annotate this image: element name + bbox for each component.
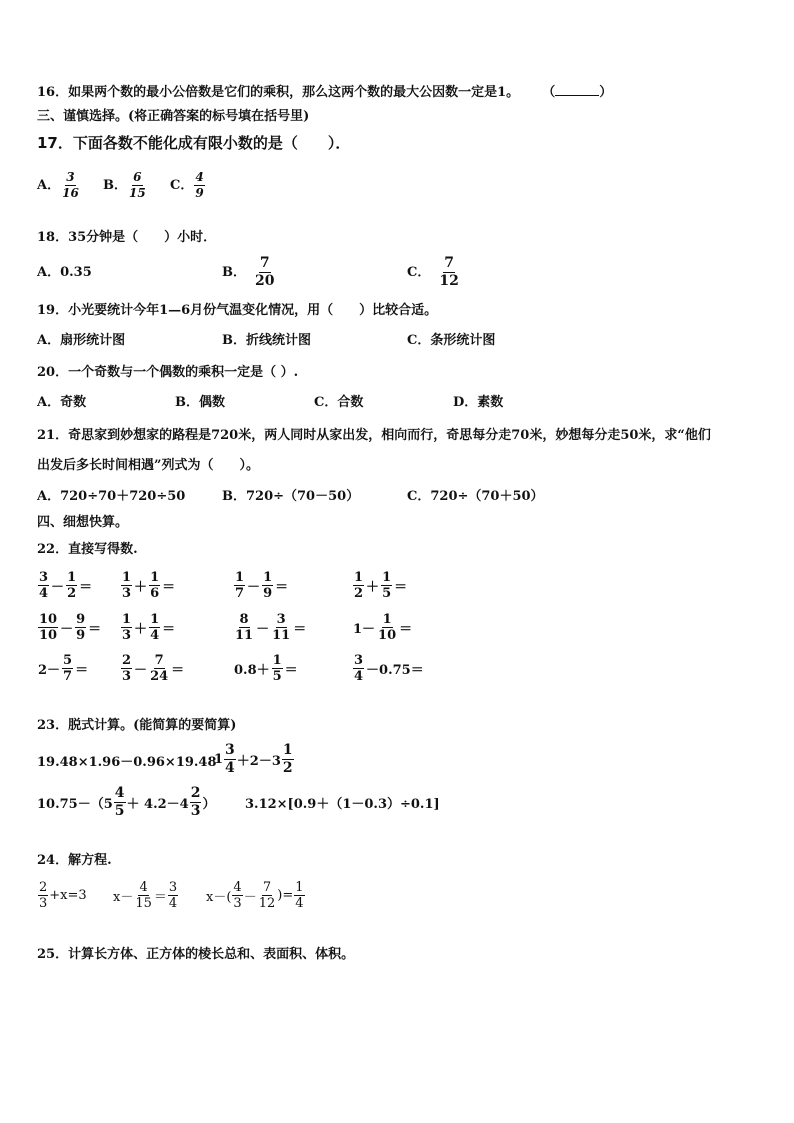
numerator: 1 xyxy=(295,880,304,895)
operator: －0.75＝ xyxy=(366,663,424,678)
question-17-text: 17．下面各数不能化成有限小数的是（ ）． xyxy=(37,134,351,152)
numerator: 3 xyxy=(225,742,235,758)
numerator: 1 xyxy=(282,742,293,758)
operator: ＝ xyxy=(171,663,185,678)
option-label: A． xyxy=(37,177,61,193)
mental-math-expression xyxy=(120,612,176,643)
section-3-heading: 三、谨慎选择。(将正确答案的标号填在括号里) xyxy=(37,109,310,124)
denominator: 4 xyxy=(225,760,235,776)
denominator: 10 xyxy=(39,628,58,643)
calc-expression-1: 19.48×1.96－0.96×19.48 xyxy=(37,755,217,770)
section-4-heading: 四、细想快算。 xyxy=(37,515,129,530)
operator: ＋ xyxy=(134,580,148,595)
question-17-option-c xyxy=(170,170,206,201)
question-25-text: 25．计算长方体、正方体的棱长总和、表面积、体积。 xyxy=(37,947,355,962)
numerator: 4 xyxy=(139,880,148,895)
question-20-option-d: D．素数 xyxy=(453,395,504,410)
question-21-option-c: C．720÷（70＋50） xyxy=(407,489,544,504)
fraction xyxy=(438,255,459,290)
denominator: 2 xyxy=(67,586,77,601)
operator: ＝ xyxy=(284,663,298,678)
question-23-text: 23．脱式计算。(能简算的要简算) xyxy=(37,718,237,733)
fraction xyxy=(194,170,204,201)
question-16 xyxy=(37,83,612,101)
operator: － xyxy=(256,622,270,637)
numerator: 3 xyxy=(276,612,286,627)
question-18-option-b xyxy=(222,255,276,290)
fraction xyxy=(38,612,58,643)
fraction xyxy=(258,880,277,911)
question-19-text: 19．小光要统计今年1—6月份气温变化情况，用（ ）比较合适。 xyxy=(37,303,438,318)
fraction xyxy=(38,570,49,601)
answer-paren-open: （ xyxy=(542,85,556,100)
equation-1 xyxy=(37,880,87,911)
equation-part: x－ xyxy=(113,890,134,905)
equation-3 xyxy=(206,880,306,911)
operator: － xyxy=(134,663,148,678)
numerator: 1 xyxy=(382,570,392,585)
equation-part: x－( xyxy=(206,890,232,905)
fraction xyxy=(149,570,160,601)
numerator: 5 xyxy=(63,653,73,668)
question-20-option-c: C．合数 xyxy=(314,395,364,410)
numerator: 2 xyxy=(190,785,201,801)
question-20-text: 20．一个奇数与一个偶数的乘积一定是（ ）. xyxy=(37,365,299,380)
question-18-option-c xyxy=(407,255,461,290)
denominator: 2 xyxy=(282,760,293,776)
denominator: 4 xyxy=(39,586,49,601)
mental-math-expression xyxy=(37,570,93,601)
option-label: C． xyxy=(170,177,194,193)
denominator: 3 xyxy=(233,896,242,911)
numerator: 1 xyxy=(272,653,282,668)
denominator: 5 xyxy=(382,586,392,601)
fraction xyxy=(75,612,86,643)
equals-sign: ＝ xyxy=(153,890,167,905)
fraction xyxy=(121,612,132,643)
fraction xyxy=(190,785,202,820)
fraction xyxy=(271,612,291,643)
operator: 0.8＋ xyxy=(234,663,270,678)
numerator: 4 xyxy=(114,785,125,801)
denominator: 5 xyxy=(114,803,125,819)
denominator: 12 xyxy=(439,273,459,289)
denominator: 3 xyxy=(39,896,48,911)
numerator: 1 xyxy=(382,612,392,627)
fraction xyxy=(134,880,153,911)
denominator: 11 xyxy=(235,628,254,643)
question-24-text: 24．解方程. xyxy=(37,853,112,868)
operator: － xyxy=(51,580,65,595)
numerator: 3 xyxy=(354,653,364,668)
denominator: 15 xyxy=(135,896,152,911)
fraction xyxy=(38,880,48,911)
mental-math-expression xyxy=(352,612,413,643)
mental-math-expression xyxy=(233,570,289,601)
option-label: C． xyxy=(407,264,431,280)
denominator: 2 xyxy=(354,586,364,601)
denominator: 4 xyxy=(150,628,160,643)
calc-expression-2 xyxy=(214,742,295,777)
equation-part: )= xyxy=(277,888,294,903)
fraction xyxy=(294,880,304,911)
operator: ＋2－3 xyxy=(236,754,281,769)
fraction xyxy=(149,612,160,643)
fraction xyxy=(66,570,77,601)
operator: ＝ xyxy=(275,580,289,595)
numerator: 7 xyxy=(262,880,272,895)
question-19-option-a: A．扇形统计图 xyxy=(37,333,126,348)
mental-math-expression xyxy=(120,653,185,684)
operator: ＝ xyxy=(79,580,93,595)
denominator: 9 xyxy=(263,586,273,601)
denominator: 11 xyxy=(272,628,291,643)
question-17-option-a xyxy=(37,170,81,201)
operator: ＝ xyxy=(394,580,408,595)
fraction xyxy=(377,612,397,643)
whole-part: 1 xyxy=(214,752,224,767)
fraction xyxy=(254,255,275,290)
operator: － xyxy=(243,890,257,905)
equation-part: +x=3 xyxy=(49,888,87,903)
operator: ＋ xyxy=(134,622,148,637)
denominator: 3 xyxy=(122,628,132,643)
numerator: 1 xyxy=(150,570,160,585)
question-21-line-1: 21．奇思家到妙想家的路程是720米，两人同时从家出发，相向而行，奇思每分走70米，妙想每分走50米，求“他们 xyxy=(37,428,711,443)
mental-math-expression xyxy=(352,570,408,601)
question-22-text: 22．直接写得数. xyxy=(37,542,138,557)
denominator: 7 xyxy=(235,586,245,601)
denominator: 5 xyxy=(272,669,282,684)
expression-part: ） xyxy=(202,797,216,812)
denominator: 3 xyxy=(122,669,132,684)
denominator: 3 xyxy=(122,586,132,601)
fraction xyxy=(232,880,242,911)
fraction xyxy=(282,742,294,777)
question-17-option-b xyxy=(103,170,148,201)
expression-part: ＋ 4.2－4 xyxy=(126,797,189,812)
fraction xyxy=(61,170,80,201)
fraction xyxy=(353,653,364,684)
numerator: 4 xyxy=(233,880,242,895)
mental-math-expression xyxy=(233,612,307,643)
numerator: 3 xyxy=(39,570,49,585)
denominator: 20 xyxy=(255,273,275,289)
mental-math-expression xyxy=(352,653,425,684)
numerator: 7 xyxy=(444,255,454,271)
operator: ＋ xyxy=(366,580,380,595)
numerator: 3 xyxy=(66,170,75,184)
denominator: 4 xyxy=(295,896,304,911)
denominator: 12 xyxy=(258,896,276,911)
option-label: B． xyxy=(103,177,127,193)
numerator: 7 xyxy=(259,255,270,271)
denominator: 10 xyxy=(378,628,397,643)
fraction xyxy=(272,653,283,684)
fraction xyxy=(234,570,245,601)
numerator: 1 xyxy=(122,612,132,627)
numerator: 1 xyxy=(354,570,364,585)
operator: ＝ xyxy=(399,622,413,637)
numerator: 4 xyxy=(195,170,204,184)
operator: ＝ xyxy=(162,580,176,595)
numerator: 1 xyxy=(67,570,77,585)
question-21-line-2: 出发后多长时间相遇”列式为（ ）。 xyxy=(37,458,259,473)
denominator: 24 xyxy=(150,669,169,684)
option-label: B． xyxy=(222,264,246,280)
denominator: 7 xyxy=(63,669,73,684)
operator: － xyxy=(60,622,74,637)
fraction xyxy=(224,742,236,777)
numerator: 3 xyxy=(168,880,178,895)
question-21-option-a: A．720÷70＋720÷50 xyxy=(37,489,186,504)
question-16-text: 16．如果两个数的最小公倍数是它们的乘积，那么这两个数的最大公因数一定是1。 xyxy=(37,85,520,100)
calc-expression-4: 3.12×[0.9＋（1－0.3）÷0.1] xyxy=(245,797,440,812)
numerator: 6 xyxy=(133,170,142,184)
denominator: 15 xyxy=(129,186,146,200)
operator: ＝ xyxy=(88,622,102,637)
numerator: 10 xyxy=(39,612,58,627)
mental-math-expression xyxy=(120,570,176,601)
numerator: 2 xyxy=(122,653,132,668)
fraction xyxy=(168,880,178,911)
numerator: 1 xyxy=(122,570,132,585)
denominator: 3 xyxy=(190,803,201,819)
fraction xyxy=(353,570,364,601)
fraction xyxy=(121,570,132,601)
mental-math-expression xyxy=(233,653,299,684)
denominator: 9 xyxy=(195,186,204,200)
operator: ＝ xyxy=(293,622,307,637)
operator: － xyxy=(247,580,261,595)
numerator: 1 xyxy=(150,612,160,627)
fraction xyxy=(62,653,73,684)
operator: 2－ xyxy=(38,663,61,678)
operator: 1－ xyxy=(353,622,376,637)
denominator: 16 xyxy=(62,186,79,200)
mental-math-expression xyxy=(37,653,89,684)
question-18-text: 18．35分钟是（ ）小时． xyxy=(37,230,217,245)
fraction xyxy=(114,785,126,820)
expression-part: 10.75－（5 xyxy=(37,797,113,812)
calc-expression-3 xyxy=(37,785,215,820)
fraction xyxy=(234,612,254,643)
operator: ＝ xyxy=(162,622,176,637)
fraction xyxy=(149,653,169,684)
question-21-option-b: B．720÷（70－50） xyxy=(222,489,360,504)
question-18-option-a: A．0.35 xyxy=(37,265,92,280)
denominator: 9 xyxy=(76,628,86,643)
denominator: 6 xyxy=(150,586,160,601)
fraction xyxy=(121,653,132,684)
numerator: 7 xyxy=(154,653,164,668)
question-19-option-b: B．折线统计图 xyxy=(222,333,311,348)
equation-2 xyxy=(113,880,179,911)
fraction xyxy=(128,170,147,201)
answer-paren-close: ） xyxy=(599,85,613,100)
mental-math-expression xyxy=(37,612,102,643)
numerator: 9 xyxy=(76,612,86,627)
numerator: 1 xyxy=(235,570,245,585)
question-19-option-c: C．条形统计图 xyxy=(407,333,496,348)
numerator: 2 xyxy=(39,880,48,895)
fraction xyxy=(262,570,273,601)
answer-blank[interactable] xyxy=(555,83,599,96)
operator: ＝ xyxy=(75,663,89,678)
question-20-option-a: A．奇数 xyxy=(37,395,87,410)
fraction xyxy=(381,570,392,601)
question-20-option-b: B．偶数 xyxy=(175,395,225,410)
numerator: 8 xyxy=(239,612,249,627)
denominator: 4 xyxy=(168,896,178,911)
denominator: 4 xyxy=(354,669,364,684)
numerator: 1 xyxy=(263,570,273,585)
